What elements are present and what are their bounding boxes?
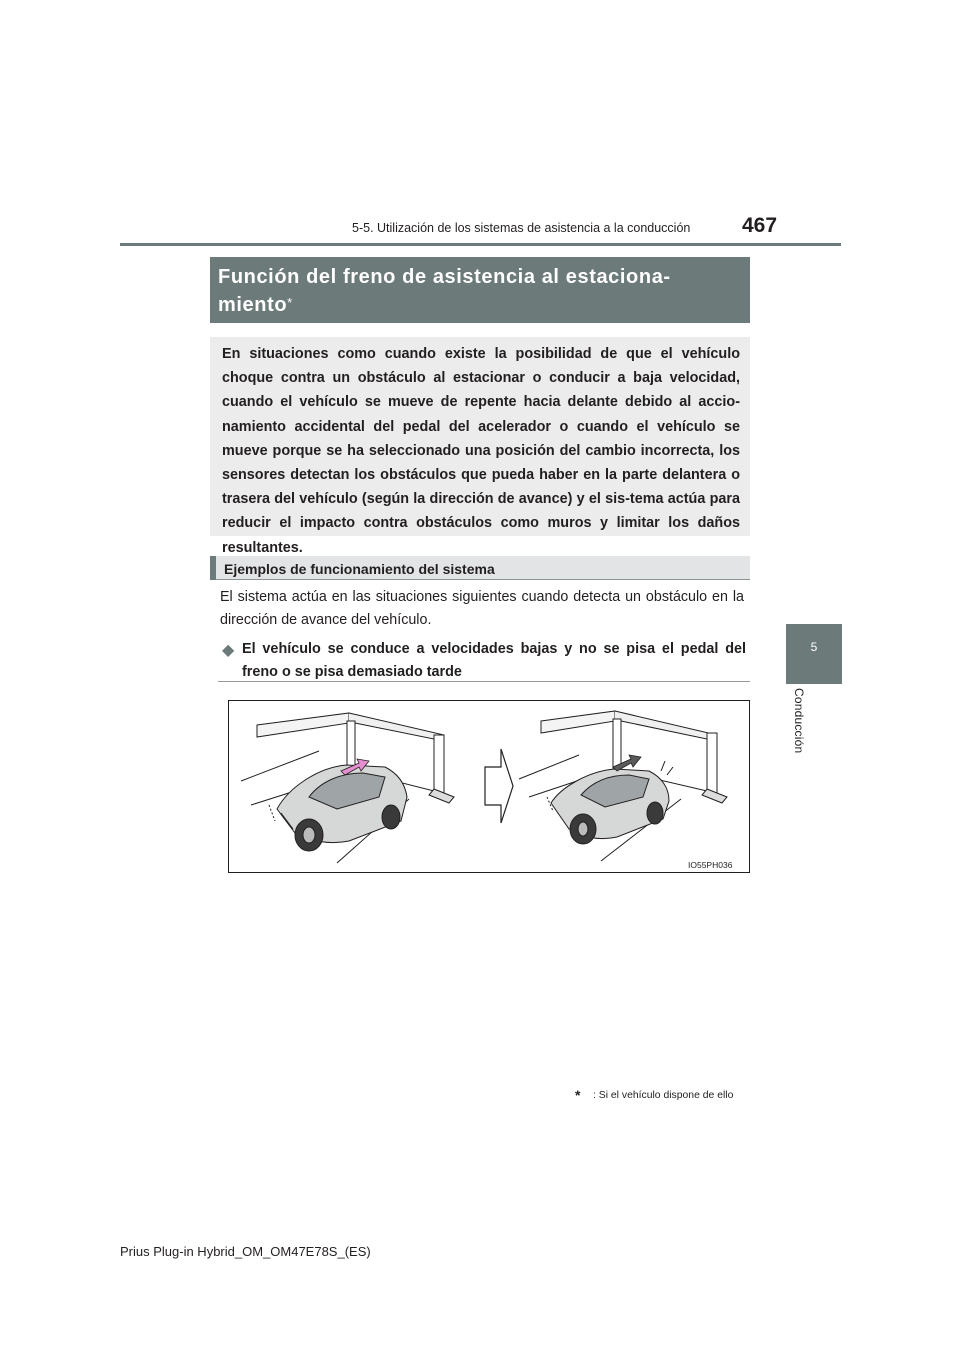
bullet-rule xyxy=(218,681,750,682)
page-number: 467 xyxy=(742,214,778,237)
intro-box xyxy=(210,337,750,556)
transition-arrow-icon xyxy=(485,749,513,823)
header-rule xyxy=(120,243,841,246)
scene-before xyxy=(241,713,454,863)
figure-code: IO55PH036 xyxy=(688,860,733,870)
bullet-heading: El vehículo se conduce a velocidades bajas y no se pisa el pedal del freno o se pisa demasiado tarde xyxy=(242,641,746,680)
illustration-frame xyxy=(228,700,750,873)
chapter-tab xyxy=(786,624,842,684)
section-title-box xyxy=(210,257,750,323)
diamond-icon: ◆ xyxy=(222,642,235,659)
section-title xyxy=(218,263,742,319)
intro-text: En situaciones como cuando existe la posibilidad de que el vehículo choque contra un obstáculo al estacionar o conducir a baja velocidad, cuando el vehículo se mueve de repente hacia delante debido al accio-namiento accidental del pedal del acelerador o cuando el vehículo se mueve porque se ha seleccionado una posición del cambio incorrecta, los sensores detectan los obstáculos que pueda haber en la parte delantera o trasera del vehículo (según la dirección de avance) y el sis-tema actúa para reducir el impacto contra obstáculos como muros y limitar los daños resultantes. xyxy=(222,346,740,556)
document-id: Prius Plug-in Hybrid_OM_OM47E78S_(ES) xyxy=(120,1244,371,1259)
subsection-title: Ejemplos de funcionamiento del sistema xyxy=(224,561,495,577)
chapter-tab-label: Conducción xyxy=(792,688,806,754)
section-header: 5-5. Utilización de los sistemas de asistencia a la conducción xyxy=(352,221,691,235)
parking-assist-illustration xyxy=(229,701,749,872)
footnote-star-icon: * xyxy=(575,1087,581,1103)
body-paragraph: El sistema actúa en las situaciones siguientes cuando detecta un obstáculo en la dirección de avance del vehículo. xyxy=(220,589,744,628)
section-title-line-2: miento xyxy=(218,294,288,316)
subsection-accent xyxy=(210,556,216,580)
chapter-tab-number: 5 xyxy=(810,640,818,654)
section-title-line-1: Función del freno de asistencia al estaciona- xyxy=(218,266,671,288)
footnote-star-icon: * xyxy=(287,295,293,310)
footnote-text: : Si el vehículo dispone de ello xyxy=(593,1090,734,1101)
scene-after xyxy=(519,711,727,861)
